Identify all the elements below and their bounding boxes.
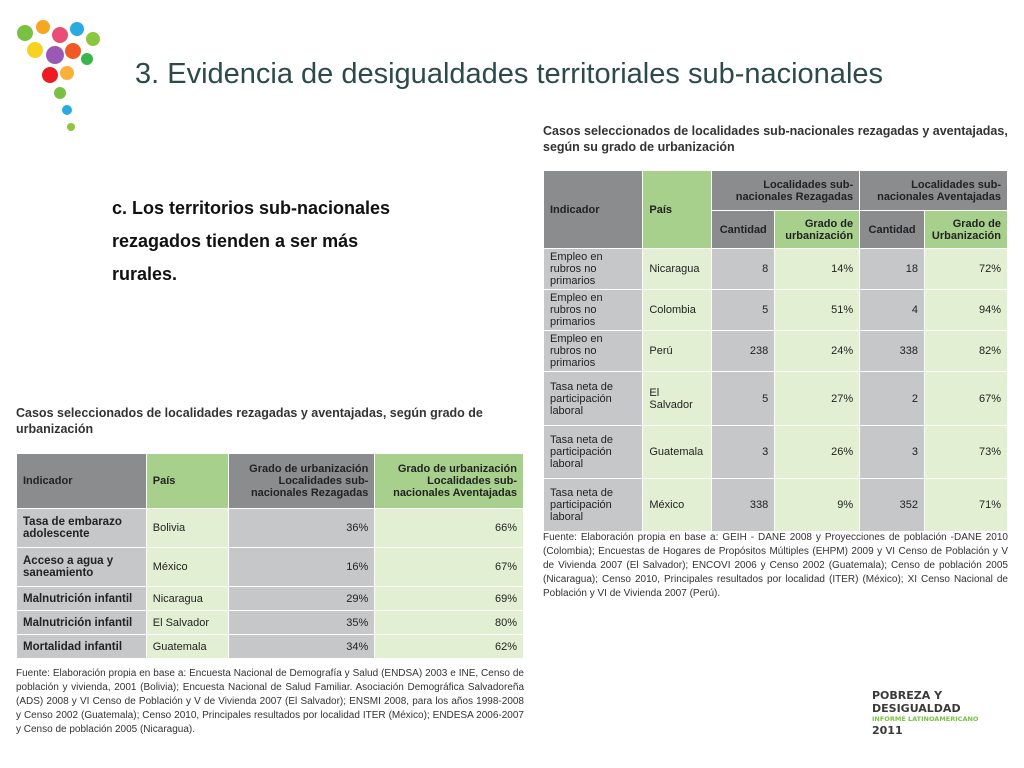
cell-pais: México (146, 548, 228, 587)
header-aventajadas: Grado de urbanización Localidades sub-nacionales Aventajadas (375, 454, 524, 509)
cell-grado-aventajadas: 67% (924, 372, 1007, 426)
cell-indicador: Empleo en rubros no primarios (544, 290, 643, 331)
page-title: 3. Evidencia de desigualdades territoriales sub-nacionales (135, 58, 884, 90)
brand-logo (872, 689, 978, 737)
header-grado: Grado de Urbanización (924, 211, 1007, 249)
cell-indicador: Acceso a agua y saneamiento (17, 548, 147, 587)
cell-pais: México (643, 479, 712, 532)
table-row (17, 611, 524, 635)
cell-cantidad-rezagadas: 338 (712, 479, 775, 532)
right-table-caption: Casos seleccionados de localidades sub-nacionales rezagadas y aventajadas, según su grado de urbanización (543, 124, 1008, 154)
cell-aventajadas: 67% (375, 548, 524, 587)
header-rezagadas: Localidades sub-nacionales Rezagadas (712, 171, 860, 211)
cell-aventajadas: 66% (375, 509, 524, 548)
cell-cantidad-rezagadas: 5 (712, 372, 775, 426)
cell-indicador: Tasa de embarazo adolescente (17, 509, 147, 548)
table-row (17, 509, 524, 548)
table-row (17, 587, 524, 611)
cell-indicador: Empleo en rubros no primarios (544, 331, 643, 372)
table-row (17, 635, 524, 659)
cell-pais: El Salvador (146, 611, 228, 635)
right-table (543, 170, 1008, 532)
cell-indicador: Tasa neta de participación laboral (544, 426, 643, 479)
cell-aventajadas: 80% (375, 611, 524, 635)
header-grado: Grado de urbanización (775, 211, 860, 249)
cell-grado-rezagadas: 26% (775, 426, 860, 479)
right-table-source: Fuente: Elaboración propia en base a: GEIH - DANE 2008 y Proyecciones de población -DANE 2010 (Colombia); Encuestas de Hogares de Propósitos Múltiples (EHPM) 2009 y VI Censo de Población y V de Vivienda 2007 (El Salvador); ENCOVI 2006 y Censo 2002 (Guatemala); Censo de población 2005 (Nicaragua); Censo 2010, Principales resultados por localidad (ITER) (México); XI Censo Nacional de Población y VI de Vivienda 2007 (Perú). (543, 532, 1008, 599)
table-row (544, 331, 1008, 372)
cell-indicador: Tasa neta de participación laboral (544, 372, 643, 426)
cell-pais: Guatemala (643, 426, 712, 479)
brand-year: 2011 (872, 724, 903, 737)
cell-rezagadas: 35% (228, 611, 375, 635)
table-row (17, 548, 524, 587)
cell-cantidad-rezagadas: 238 (712, 331, 775, 372)
header-aventajadas: Localidades sub-nacionales Aventajadas (860, 171, 1008, 211)
cell-indicador: Tasa neta de participación laboral (544, 479, 643, 532)
header-pais: País (643, 171, 712, 249)
header-rezagadas: Grado de urbanización Localidades sub-nacionales Rezagadas (228, 454, 375, 509)
cell-rezagadas: 34% (228, 635, 375, 659)
hands-tree-logo-icon (5, 15, 110, 140)
cell-cantidad-aventajadas: 18 (860, 249, 925, 290)
cell-aventajadas: 69% (375, 587, 524, 611)
table-row (544, 426, 1008, 479)
table-row (544, 372, 1008, 426)
cell-grado-aventajadas: 71% (924, 479, 1007, 532)
cell-grado-rezagadas: 24% (775, 331, 860, 372)
cell-cantidad-rezagadas: 8 (712, 249, 775, 290)
cell-pais: Colombia (643, 290, 712, 331)
header-pais: País (146, 454, 228, 509)
bullet-text: c. Los territorios sub-nacionales rezagados tienden a ser más rurales. (112, 198, 391, 284)
cell-cantidad-aventajadas: 3 (860, 426, 925, 479)
cell-indicador: Malnutrición infantil (17, 587, 147, 611)
cell-grado-rezagadas: 9% (775, 479, 860, 532)
cell-rezagadas: 16% (228, 548, 375, 587)
cell-grado-rezagadas: 27% (775, 372, 860, 426)
cell-pais: Nicaragua (146, 587, 228, 611)
cell-grado-rezagadas: 14% (775, 249, 860, 290)
left-table-source: Fuente: Elaboración propia en base a: Encuesta Nacional de Demografía y Salud (ENDSA) 2003 e INE, Censo de población y vivienda, 2001 (Bolivia); Encuesta Nacional de Salud Familiar. Asociación Demográfica Salvadoreña (ADS) 2008 y VI Censo de Población y V de Vivienda 2007 (El Salvador); ENSMI 2008, para los años 1998-2008 y Censo 2002 (Guatemala); Censo 2010, Principales resultados por localidad ITER (México); ENDESA 2006-2007 y Censo de población 2005 (Nicaragua). (16, 668, 524, 735)
cell-indicador: Malnutrición infantil (17, 611, 147, 635)
left-table-caption: Casos seleccionados de localidades rezagadas y aventajadas, según grado de urbanización (16, 406, 483, 436)
cell-cantidad-rezagadas: 3 (712, 426, 775, 479)
cell-rezagadas: 29% (228, 587, 375, 611)
cell-cantidad-aventajadas: 352 (860, 479, 925, 532)
cell-aventajadas: 62% (375, 635, 524, 659)
cell-grado-rezagadas: 51% (775, 290, 860, 331)
cell-pais: El Salvador (643, 372, 712, 426)
cell-grado-aventajadas: 72% (924, 249, 1007, 290)
cell-grado-aventajadas: 82% (924, 331, 1007, 372)
brand-subtitle: INFORME LATINOAMERICANO (872, 715, 979, 723)
cell-rezagadas: 36% (228, 509, 375, 548)
table-row (544, 249, 1008, 290)
header-cantidad: Cantidad (860, 211, 925, 249)
cell-pais: Bolivia (146, 509, 228, 548)
cell-indicador: Mortalidad infantil (17, 635, 147, 659)
cell-cantidad-rezagadas: 5 (712, 290, 775, 331)
cell-grado-aventajadas: 73% (924, 426, 1007, 479)
cell-cantidad-aventajadas: 2 (860, 372, 925, 426)
table-row (544, 479, 1008, 532)
table-row (544, 290, 1008, 331)
header-indicador: Indicador (544, 171, 643, 249)
cell-pais: Nicaragua (643, 249, 712, 290)
cell-grado-aventajadas: 94% (924, 290, 1007, 331)
header-cantidad: Cantidad (712, 211, 775, 249)
brand-line: POBREZA Y (872, 689, 943, 702)
cell-indicador: Empleo en rubros no primarios (544, 249, 643, 290)
cell-pais: Perú (643, 331, 712, 372)
brand-line: DESIGUALDAD (872, 702, 961, 715)
cell-cantidad-aventajadas: 4 (860, 290, 925, 331)
cell-cantidad-aventajadas: 338 (860, 331, 925, 372)
header-indicador: Indicador (17, 454, 147, 509)
cell-pais: Guatemala (146, 635, 228, 659)
left-table (16, 453, 524, 659)
